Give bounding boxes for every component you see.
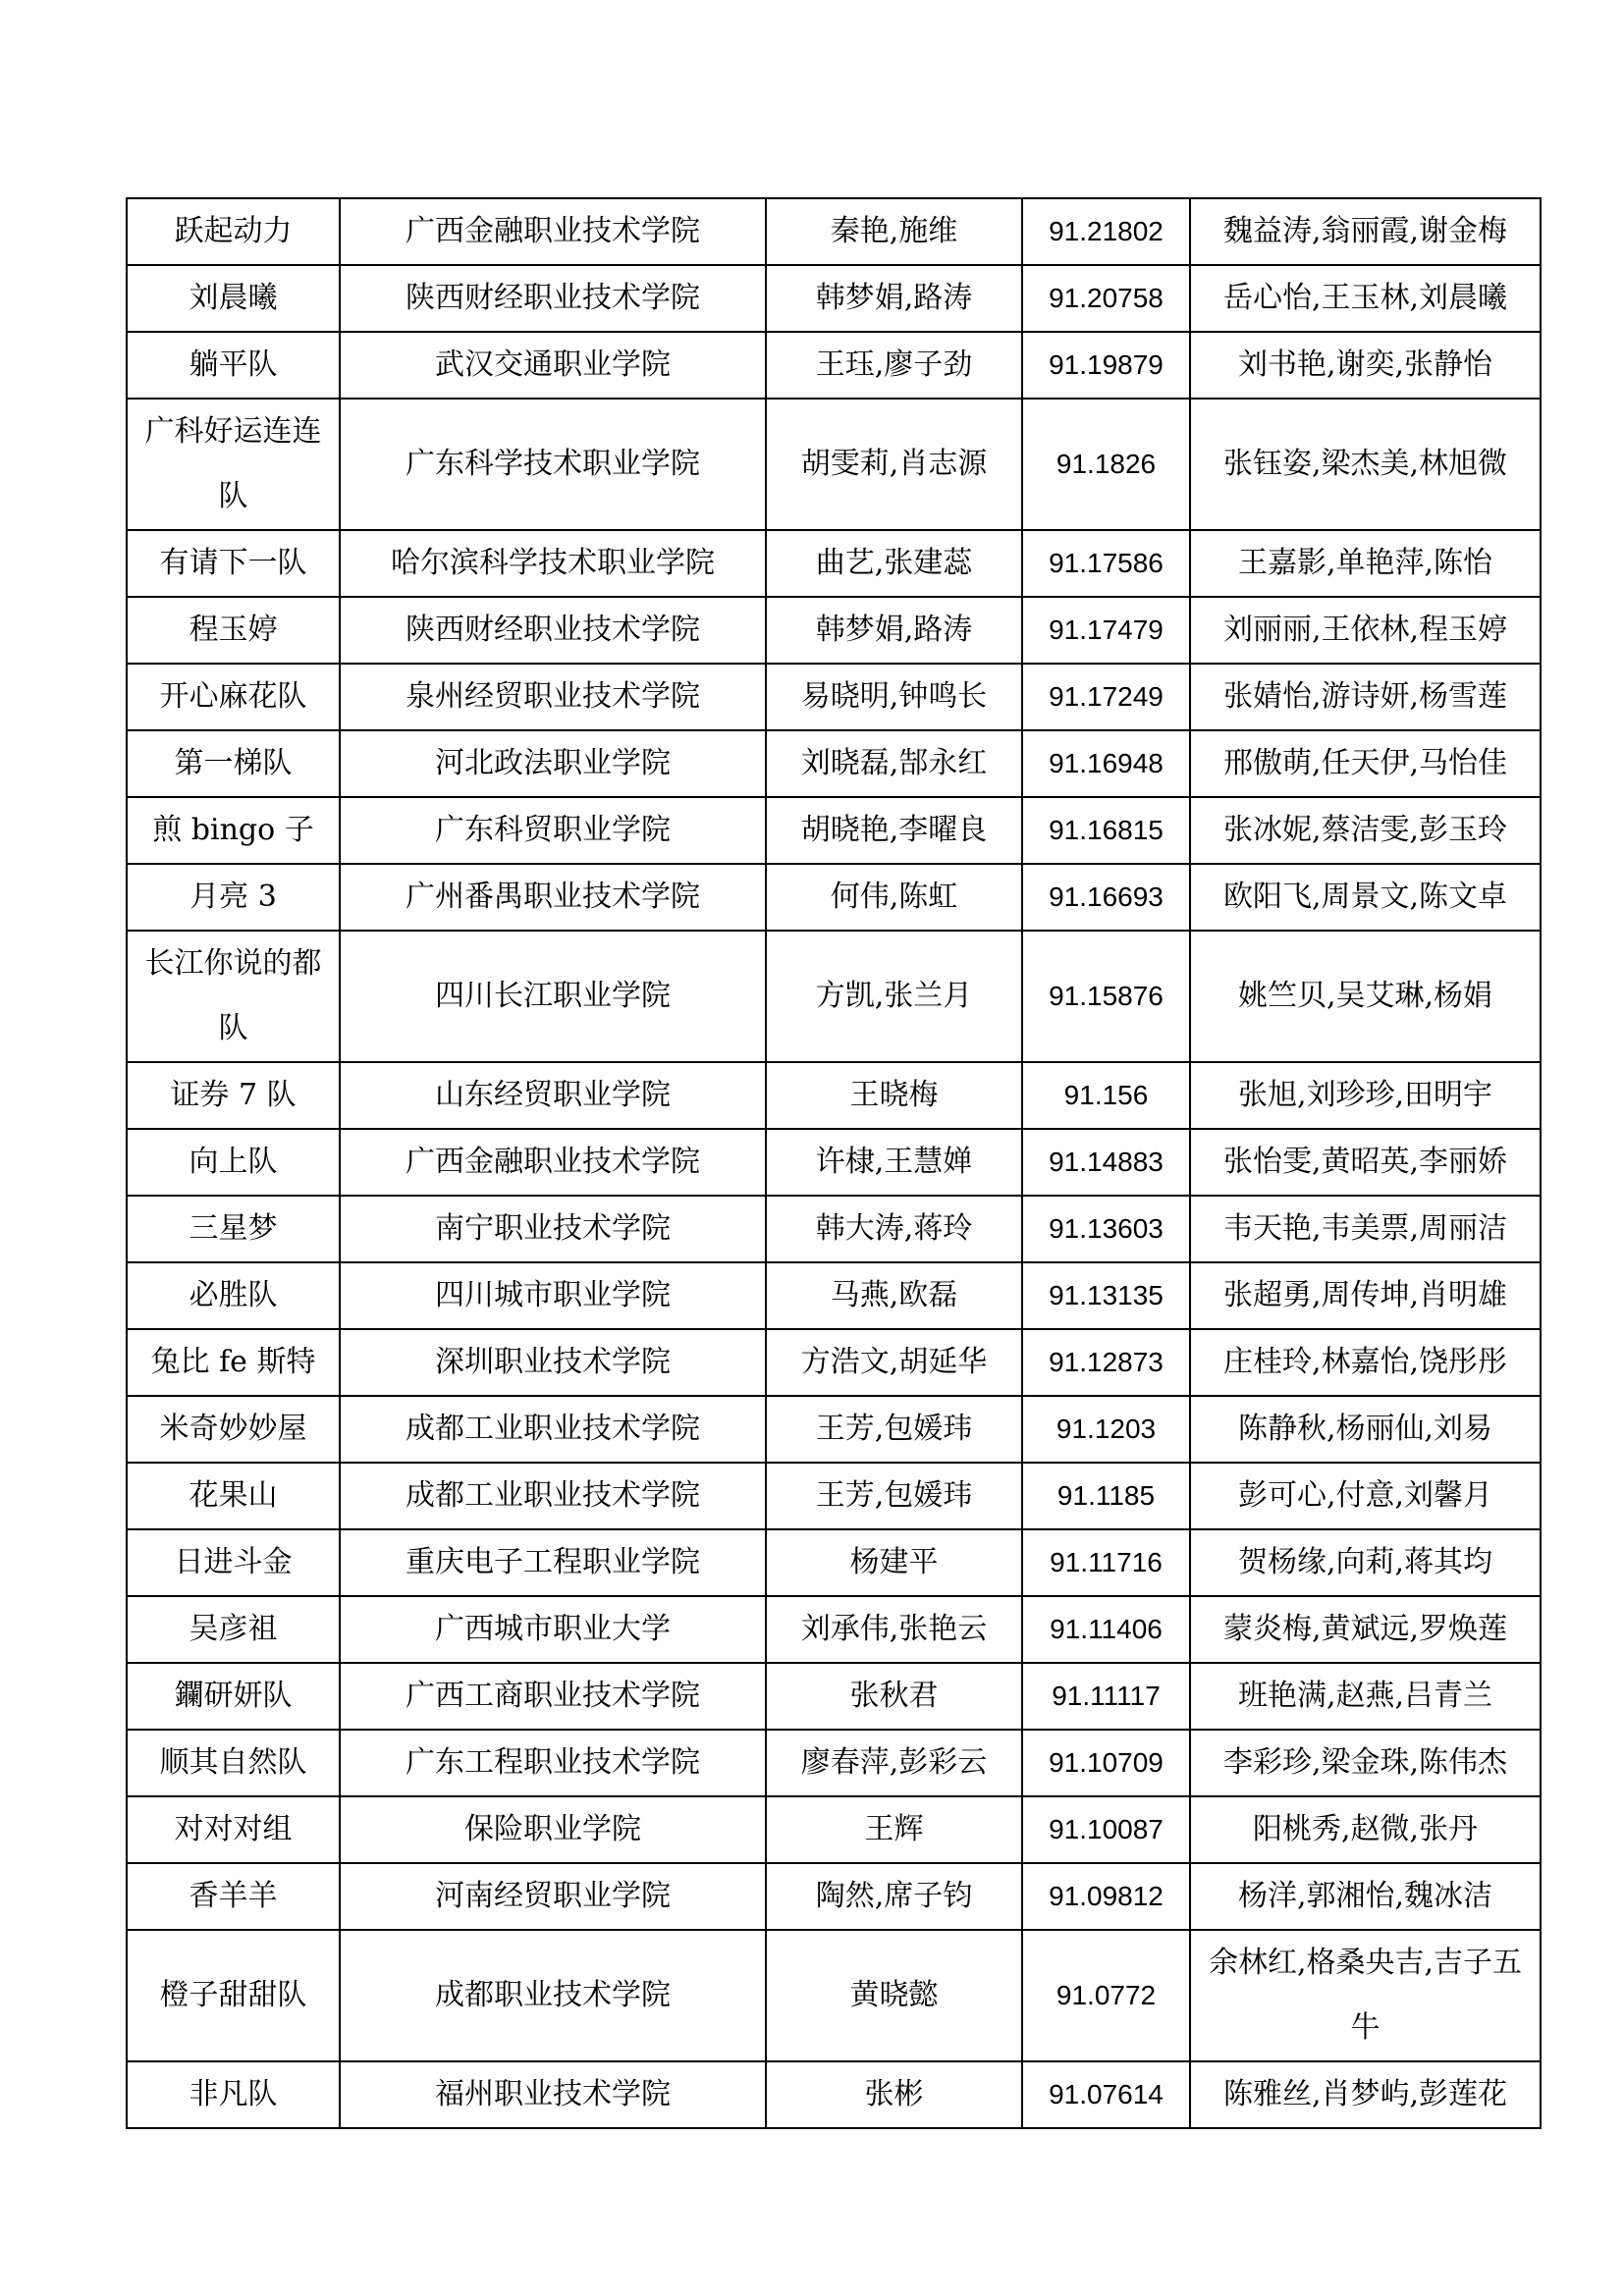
members-cell: 蒙炎梅,黄斌远,罗焕莲 [1190,1596,1541,1663]
score-cell: 91.16815 [1022,797,1190,864]
table-row [127,1930,1541,2061]
members-cell: 陈静秋,杨丽仙,刘易 [1190,1396,1541,1463]
score-cell: 91.17586 [1022,530,1190,597]
table-row [127,597,1541,664]
score-cell: 91.16693 [1022,864,1190,931]
score-cell: 91.16948 [1022,730,1190,797]
members-cell: 张怡雯,黄昭英,李丽娇 [1190,1129,1541,1196]
table-row [127,1062,1541,1129]
team-name-cell: 兔比 fe 斯特 [127,1329,340,1396]
members-cell: 魏益涛,翁丽霞,谢金梅 [1190,198,1541,265]
school-cell: 泉州经贸职业技术学院 [340,664,766,730]
members-cell: 邢傲萌,任天伊,马怡佳 [1190,730,1541,797]
members-cell: 王嘉影,单艳萍,陈怡 [1190,530,1541,597]
teacher-cell: 王芳,包媛玮 [766,1463,1022,1529]
teacher-cell: 王辉 [766,1796,1022,1863]
score-cell: 91.13603 [1022,1196,1190,1262]
team-name-cell: 广科好运连连队 [127,399,340,530]
members-cell: 阳桃秀,赵微,张丹 [1190,1796,1541,1863]
school-cell: 陕西财经职业技术学院 [340,265,766,332]
table-row [127,1663,1541,1730]
table-row [127,1129,1541,1196]
score-cell: 91.19879 [1022,332,1190,399]
school-cell: 河北政法职业学院 [340,730,766,797]
teacher-cell: 陶然,席子钧 [766,1863,1022,1930]
teacher-cell: 韩大涛,蒋玲 [766,1196,1022,1262]
members-cell: 刘丽丽,王依林,程玉婷 [1190,597,1541,664]
team-name-cell: 有请下一队 [127,530,340,597]
score-cell: 91.15876 [1022,931,1190,1062]
members-cell: 班艳满,赵燕,吕青兰 [1190,1663,1541,1730]
teacher-cell: 张秋君 [766,1663,1022,1730]
team-name-cell: 必胜队 [127,1262,340,1329]
members-cell: 姚竺贝,吴艾琳,杨娟 [1190,931,1541,1062]
school-cell: 广西金融职业技术学院 [340,198,766,265]
school-cell: 福州职业技术学院 [340,2061,766,2128]
team-name-cell: 鑭研妍队 [127,1663,340,1730]
team-name-cell: 煎 bingo 子 [127,797,340,864]
teacher-cell: 刘承伟,张艳云 [766,1596,1022,1663]
team-name-cell: 顺其自然队 [127,1730,340,1796]
table-row [127,1396,1541,1463]
members-cell: 李彩珍,梁金珠,陈伟杰 [1190,1730,1541,1796]
score-cell: 91.11117 [1022,1663,1190,1730]
table-row [127,864,1541,931]
teacher-cell: 何伟,陈虹 [766,864,1022,931]
school-cell: 保险职业学院 [340,1796,766,1863]
table-row [127,1796,1541,1863]
table-row [127,797,1541,864]
school-cell: 广东科学技术职业学院 [340,399,766,530]
members-cell: 张超勇,周传坤,肖明雄 [1190,1262,1541,1329]
members-cell: 杨洋,郭湘怡,魏冰洁 [1190,1863,1541,1930]
score-cell: 91.13135 [1022,1262,1190,1329]
teacher-cell: 许棣,王慧婵 [766,1129,1022,1196]
school-cell: 陕西财经职业技术学院 [340,597,766,664]
score-cell: 91.21802 [1022,198,1190,265]
table-row [127,1196,1541,1262]
teacher-cell: 刘晓磊,郜永红 [766,730,1022,797]
members-cell: 陈雅丝,肖梦屿,彭莲花 [1190,2061,1541,2128]
table-row [127,198,1541,265]
team-name-cell: 香羊羊 [127,1863,340,1930]
team-name-cell: 躺平队 [127,332,340,399]
teacher-cell: 王珏,廖子劲 [766,332,1022,399]
score-cell: 91.20758 [1022,265,1190,332]
score-cell: 91.10709 [1022,1730,1190,1796]
teacher-cell: 廖春萍,彭彩云 [766,1730,1022,1796]
score-cell: 91.0772 [1022,1930,1190,2061]
members-cell: 余林红,格桑央吉,吉子五牛 [1190,1930,1541,2061]
school-cell: 哈尔滨科学技术职业学院 [340,530,766,597]
table-row [127,1596,1541,1663]
score-cell: 91.14883 [1022,1129,1190,1196]
team-name-cell: 证券 7 队 [127,1062,340,1129]
team-name-cell: 程玉婷 [127,597,340,664]
teacher-cell: 马燕,欧磊 [766,1262,1022,1329]
results-table [126,197,1542,2129]
table-row [127,1730,1541,1796]
school-cell: 深圳职业技术学院 [340,1329,766,1396]
team-name-cell: 吴彦祖 [127,1596,340,1663]
school-cell: 山东经贸职业学院 [340,1062,766,1129]
table-row [127,530,1541,597]
school-cell: 南宁职业技术学院 [340,1196,766,1262]
members-cell: 张冰妮,蔡洁雯,彭玉玲 [1190,797,1541,864]
school-cell: 广东科贸职业学院 [340,797,766,864]
team-name-cell: 三星梦 [127,1196,340,1262]
team-name-cell: 花果山 [127,1463,340,1529]
team-name-cell: 开心麻花队 [127,664,340,730]
teacher-cell: 易晓明,钟鸣长 [766,664,1022,730]
team-name-cell: 月亮 3 [127,864,340,931]
school-cell: 河南经贸职业学院 [340,1863,766,1930]
table-body [127,198,1541,2128]
school-cell: 成都工业职业技术学院 [340,1396,766,1463]
table-row [127,2061,1541,2128]
team-name-cell: 橙子甜甜队 [127,1930,340,2061]
school-cell: 重庆电子工程职业学院 [340,1529,766,1596]
score-cell: 91.1203 [1022,1396,1190,1463]
school-cell: 成都职业技术学院 [340,1930,766,2061]
score-cell: 91.07614 [1022,2061,1190,2128]
teacher-cell: 秦艳,施维 [766,198,1022,265]
members-cell: 张婧怡,游诗妍,杨雪莲 [1190,664,1541,730]
school-cell: 广州番禺职业技术学院 [340,864,766,931]
members-cell: 彭可心,付意,刘馨月 [1190,1463,1541,1529]
score-cell: 91.11716 [1022,1529,1190,1596]
table-row [127,931,1541,1062]
school-cell: 广西金融职业技术学院 [340,1129,766,1196]
table-row [127,265,1541,332]
teacher-cell: 王芳,包媛玮 [766,1396,1022,1463]
team-name-cell: 向上队 [127,1129,340,1196]
table-row [127,730,1541,797]
score-cell: 91.156 [1022,1062,1190,1129]
teacher-cell: 张彬 [766,2061,1022,2128]
teacher-cell: 黄晓懿 [766,1930,1022,2061]
score-cell: 91.11406 [1022,1596,1190,1663]
school-cell: 四川长江职业学院 [340,931,766,1062]
table-row [127,1863,1541,1930]
score-cell: 91.17249 [1022,664,1190,730]
school-cell: 四川城市职业学院 [340,1262,766,1329]
teacher-cell: 韩梦娟,路涛 [766,597,1022,664]
team-name-cell: 非凡队 [127,2061,340,2128]
team-name-cell: 日进斗金 [127,1529,340,1596]
table-row [127,399,1541,530]
score-cell: 91.12873 [1022,1329,1190,1396]
teacher-cell: 方浩文,胡延华 [766,1329,1022,1396]
members-cell: 张旭,刘珍珍,田明宇 [1190,1062,1541,1129]
score-cell: 91.09812 [1022,1863,1190,1930]
school-cell: 广东工程职业技术学院 [340,1730,766,1796]
teacher-cell: 胡晓艳,李曜良 [766,797,1022,864]
school-cell: 广西工商职业技术学院 [340,1663,766,1730]
teacher-cell: 方凯,张兰月 [766,931,1022,1062]
score-cell: 91.1185 [1022,1463,1190,1529]
table-row [127,1463,1541,1529]
team-name-cell: 刘晨曦 [127,265,340,332]
table-row [127,1262,1541,1329]
members-cell: 欧阳飞,周景文,陈文卓 [1190,864,1541,931]
members-cell: 张钰姿,梁杰美,林旭微 [1190,399,1541,530]
teacher-cell: 韩梦娟,路涛 [766,265,1022,332]
team-name-cell: 跃起动力 [127,198,340,265]
team-name-cell: 长江你说的都队 [127,931,340,1062]
teacher-cell: 杨建平 [766,1529,1022,1596]
members-cell: 岳心怡,王玉林,刘晨曦 [1190,265,1541,332]
team-name-cell: 对对对组 [127,1796,340,1863]
score-cell: 91.10087 [1022,1796,1190,1863]
team-name-cell: 第一梯队 [127,730,340,797]
school-cell: 成都工业职业技术学院 [340,1463,766,1529]
members-cell: 韦天艳,韦美票,周丽洁 [1190,1196,1541,1262]
score-cell: 91.17479 [1022,597,1190,664]
members-cell: 刘书艳,谢奕,张静怡 [1190,332,1541,399]
teacher-cell: 胡雯莉,肖志源 [766,399,1022,530]
teacher-cell: 曲艺,张建蕊 [766,530,1022,597]
school-cell: 广西城市职业大学 [340,1596,766,1663]
table-row [127,332,1541,399]
score-cell: 91.1826 [1022,399,1190,530]
members-cell: 庄桂玲,林嘉怡,饶彤彤 [1190,1329,1541,1396]
table-row [127,1529,1541,1596]
school-cell: 武汉交通职业学院 [340,332,766,399]
team-name-cell: 米奇妙妙屋 [127,1396,340,1463]
teacher-cell: 王晓梅 [766,1062,1022,1129]
table-row [127,1329,1541,1396]
members-cell: 贺杨缘,向莉,蒋其均 [1190,1529,1541,1596]
table-row [127,664,1541,730]
